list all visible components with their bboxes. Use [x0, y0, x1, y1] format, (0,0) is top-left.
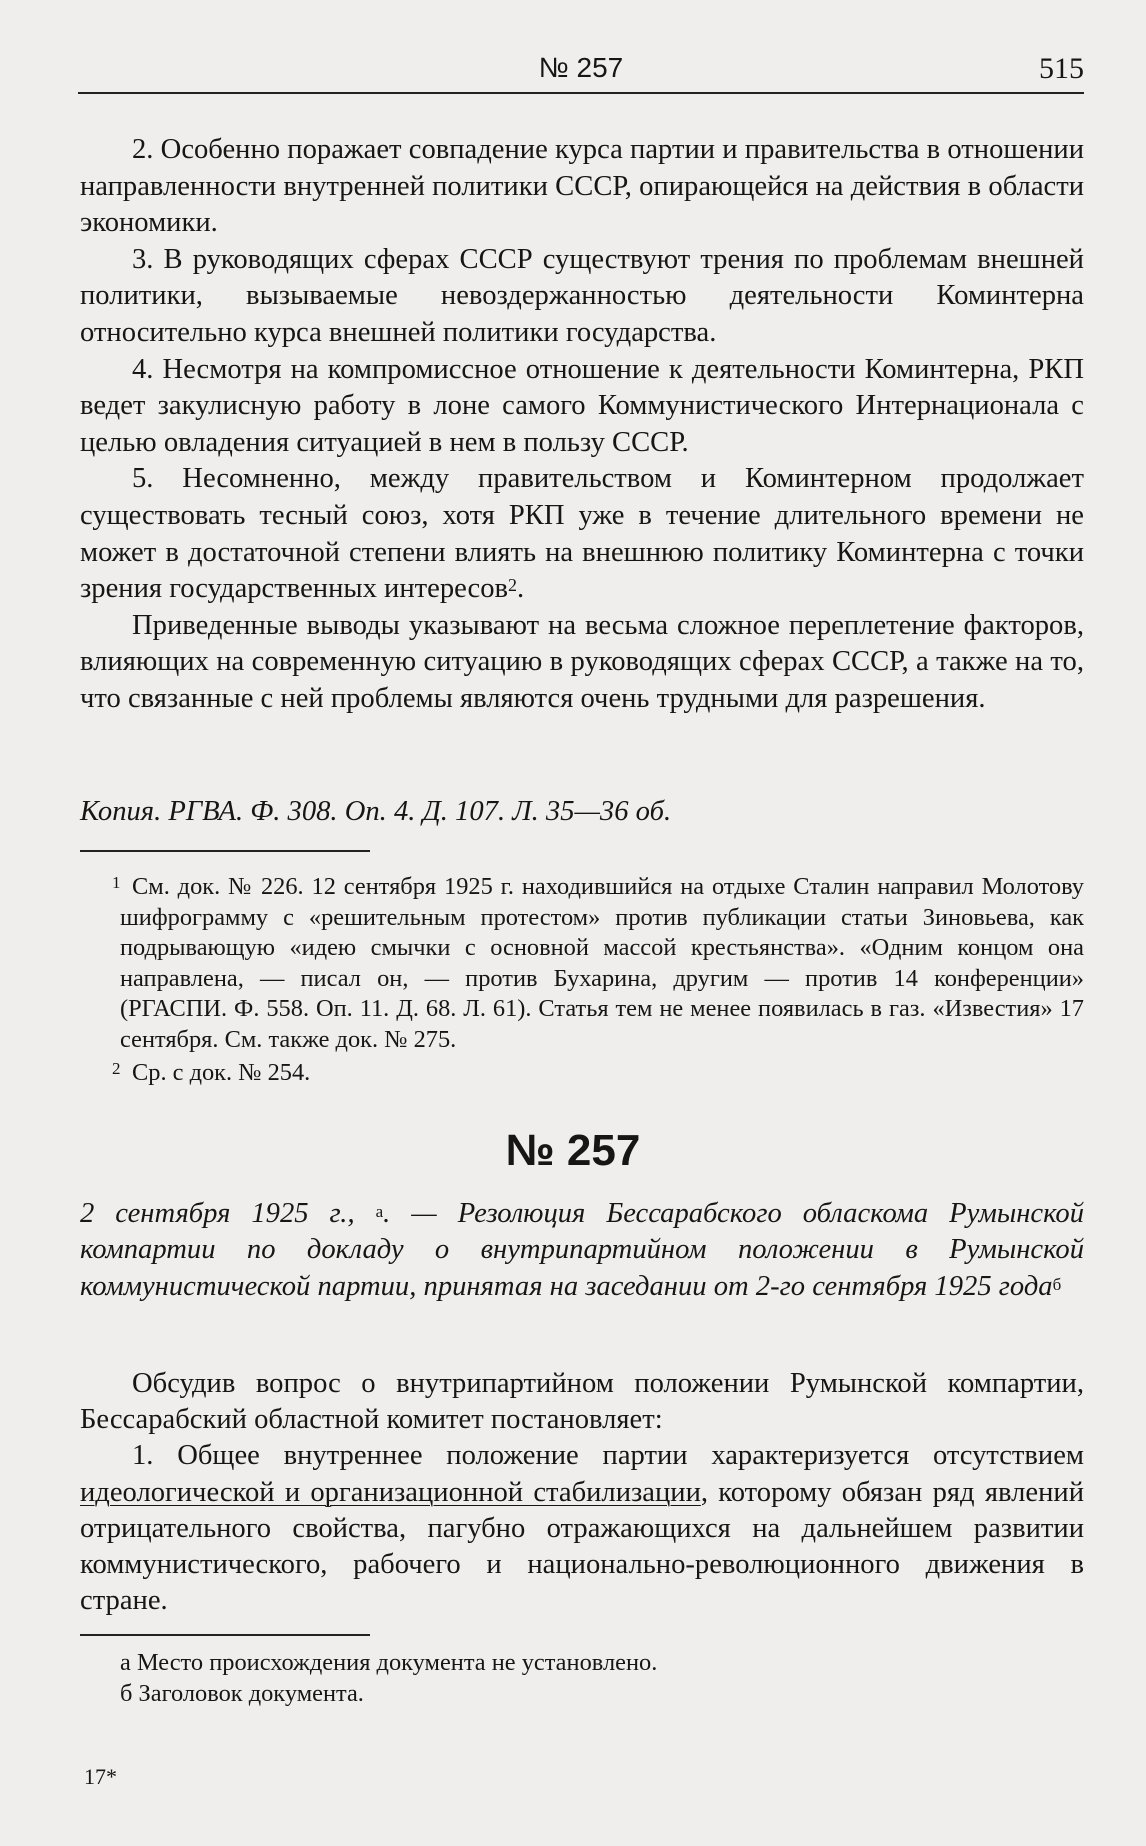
paragraph-5-text: 5. Несомненно, между правительством и Коминтерном продолжает существовать тесный союз, хотя РКП уже в течение длительного времени не может в достаточной степени влиять на внешнюю политику Коминтерна с точки зрения государственных интересов [80, 463, 1084, 605]
footnote-1 [112, 872, 1084, 1056]
footnote-1-text: См. док. № 226. 12 сентября 1925 г. находившийся на отдыхе Сталин направил Молотову шифрограмму с «решительным протестом» против публикации статьи Зиновьева, как подрывающую «идею смычки с основной массой крестьянства». «Одним концом она направлена, — писал он, — против Бухарина, другим — против 14 конференции» (РГАСПИ. Ф. 558. Оп. 11. Д. 68. Л. 61). Статья тем не менее появилась в газ. «Известия» 17 сентября. См. также док. № 275. [120, 873, 1084, 1053]
footnote-2-text: Ср. с док. № 254. [132, 1058, 311, 1086]
signature-mark: 17* [84, 1764, 117, 1789]
archive-source-line: Копия. РГВА. Ф. 308. Оп. 4. Д. 107. Л. 35—36 об. [80, 796, 672, 827]
footnotes-bottom [120, 1648, 1084, 1709]
footnote-a-text: Место происхождения документа не установлено. [136, 1649, 658, 1676]
document-heading-text [80, 1196, 1084, 1305]
footnote-2-mark: 2 [112, 1058, 121, 1078]
paragraph-5: 5. Несомненно, между правительством и Коминтерном продолжает существовать тесный союз, хотя РКП уже в течение длительного времени не может в достаточной степени влиять на внешнюю политику Коминтерна с точки зрения государственных интересов$^2$. [80, 463, 1084, 605]
paragraph-conclusion: Приведенные выводы указывают на весьма сложное переплетение факторов, влияющих на современную ситуацию в руководящих сферах СССР, а также на то, что связанные с ней проблемы являются очень трудными для разрешения. [80, 609, 1084, 714]
heading-mark-b: б [1052, 1274, 1062, 1294]
footnote-b-mark: б [120, 1679, 133, 1707]
footnote-2 [112, 1058, 1084, 1089]
footnote-b [120, 1679, 1084, 1710]
footnote-1-mark: 1 [112, 873, 121, 892]
heading-date: 2 сентября 1925 г., [80, 1198, 355, 1229]
heading-description: . — Резолюция Бессарабского обласкома Румынской компартии по докладу о внутрипартийном положении в Румынской коммунистической партии, принятая на заседании от 2-го сентября 1925 года [80, 1198, 1084, 1302]
footnotes-top [112, 872, 1084, 1088]
main-text [80, 132, 1084, 718]
resolution-text [80, 1366, 1084, 1619]
paragraph-4: 4. Несмотря на компромиссное отношение к деятельности Коминтерна, РКП ведет закулисную работу в лоне самого Коммунистического Интернационала с целью овладения ситуацией в нем в пользу СССР. [80, 353, 1084, 458]
footnote-a [120, 1648, 1084, 1679]
footnote-b-text: Заголовок документа. [138, 1679, 364, 1707]
running-header [78, 54, 1084, 94]
footnote-ref-2: 2 [508, 575, 518, 596]
paragraph-3: 3. В руководящих сферах СССР существуют трения по проблемам внешней политики, вызываемые невоздержанностью деятельности Коминтерна относительно курса внешней политики государства. [80, 243, 1084, 348]
heading-mark-a: а [375, 1202, 384, 1221]
document-title: № 257 [505, 1126, 641, 1175]
item-1-text-end: , которому обязан ряд явлений отрицательного свойства, пагубно отражающихся на дальнейшем развитии коммунистического, рабочего и национально-революционного движения в стране. [80, 1476, 1084, 1617]
header-document-number: № 257 [538, 52, 624, 83]
resolution-intro: Обсудив вопрос о внутрипартийном положении Румынской компартии, Бессарабский областной комитет постановляет: [80, 1368, 1084, 1436]
footnote-divider [80, 850, 370, 852]
paragraph-2: 2. Особенно поражает совпадение курса партии и правительства в отношении направленности внутренней политики СССР, опирающейся на действия в области экономики. [80, 134, 1084, 239]
resolution-item-1 [80, 1438, 1084, 1619]
footnote-a-mark: а [120, 1649, 131, 1676]
page-number: 515 [1039, 52, 1084, 85]
item-1-underlined-phrase: идеологической и организационной стабилизации [80, 1476, 701, 1508]
footnote-divider-bottom [80, 1634, 370, 1636]
archive-source [80, 796, 1084, 828]
item-1-text-start: 1. Общее внутреннее положение партии характеризуется отсутствием [132, 1440, 1084, 1472]
document-heading [80, 1196, 1084, 1305]
